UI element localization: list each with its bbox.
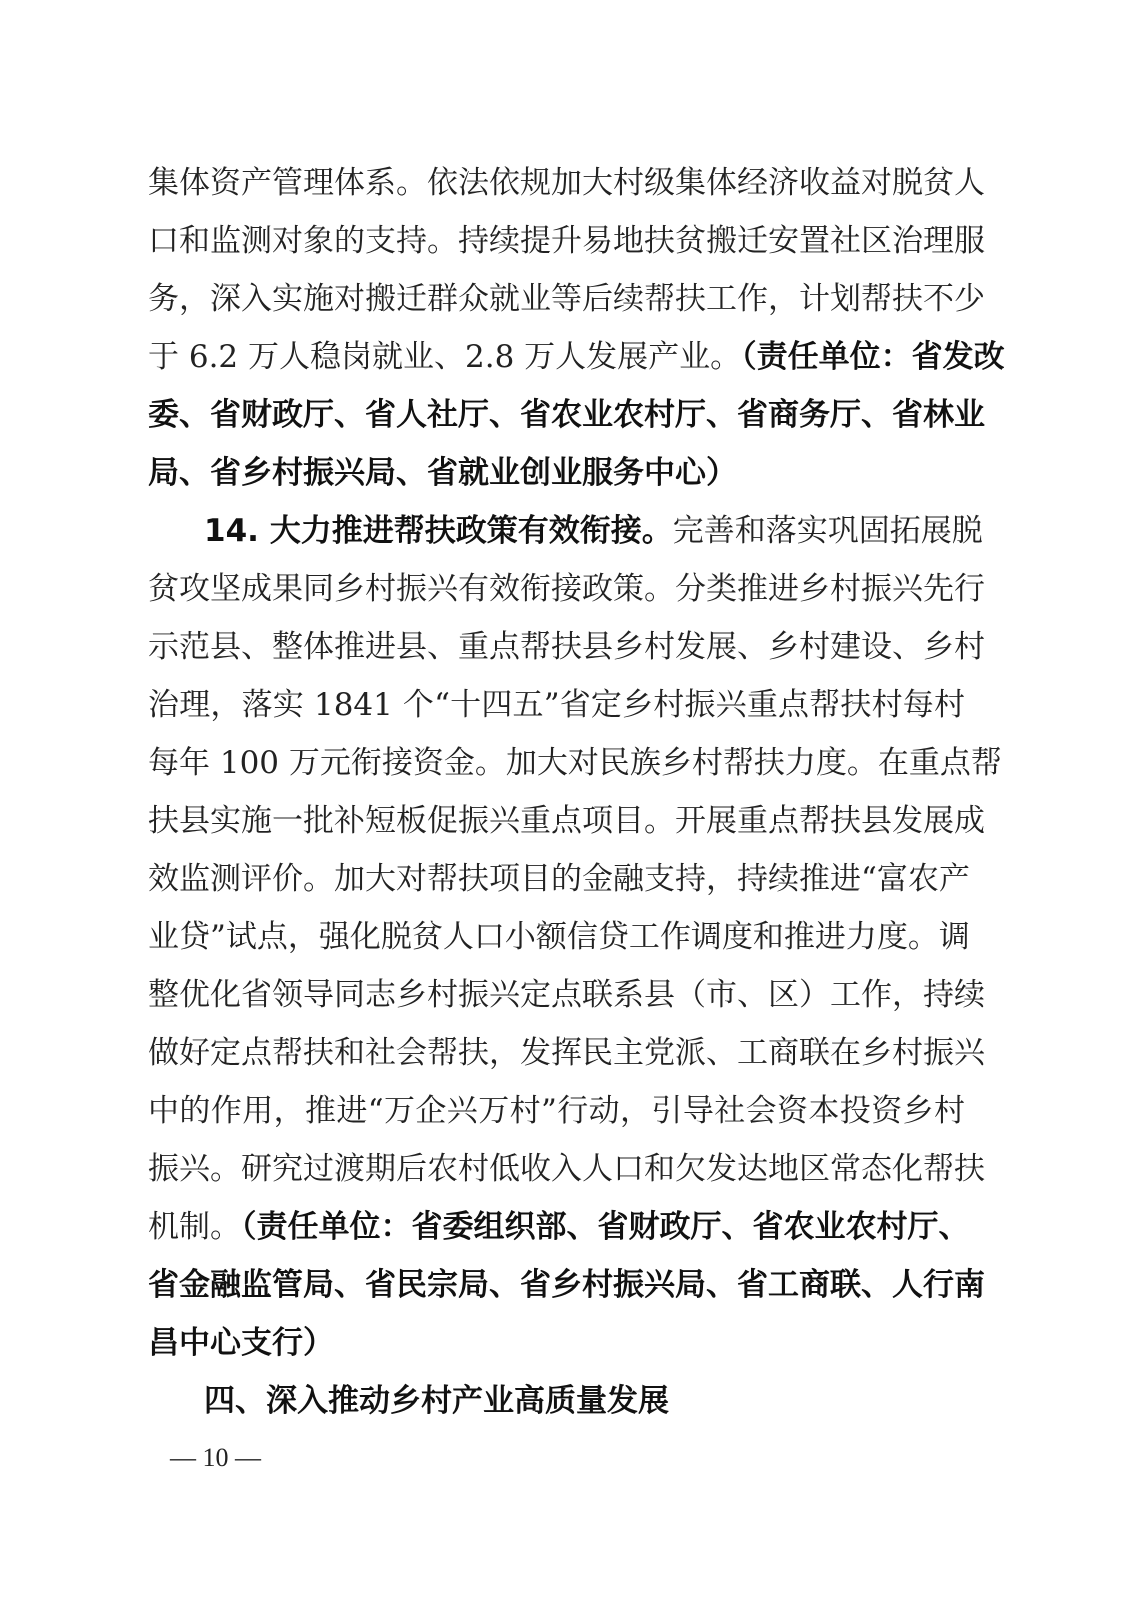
responsible-units-line: 委、省财政厅、省人社厅、省农业农村厅、省商务厅、省林业: [148, 397, 985, 433]
paragraph-line: 务，深入实施对搬迁群众就业等后续帮扶工作，计划帮扶不少: [148, 281, 985, 317]
paragraph-line: 做好定点帮扶和社会帮扶，发挥民主党派、工商联在乡村振兴: [148, 1035, 985, 1071]
paragraph-line: [148, 1207, 970, 1247]
paragraph-text: 机制。: [148, 1209, 241, 1245]
paragraph-line: 贫攻坚成果同乡村振兴有效衔接政策。分类推进乡村振兴先行: [148, 571, 985, 607]
paragraph-14-first-line: [204, 511, 983, 551]
responsible-units-line: 昌中心支行）: [148, 1325, 334, 1361]
paragraph-line: 口和监测对象的支持。持续提升易地扶贫搬迁安置社区治理服: [148, 223, 985, 259]
paragraph-line: 整优化省领导同志乡村振兴定点联系县（市、区）工作，持续: [148, 977, 985, 1013]
paragraph-line: 中的作用，推进“万企兴万村”行动，引导社会资本投资乡村: [148, 1093, 965, 1129]
responsible-units-line: 省金融监管局、省民宗局、省乡村振兴局、省工商联、人行南: [148, 1267, 985, 1303]
responsible-units-label: （责任单位：省发改: [741, 339, 1005, 375]
responsible-units-label: （责任单位：省委组织部、省财政厅、省农业农村厅、: [241, 1209, 970, 1245]
paragraph-text: 完善和落实巩固拓展脱: [672, 513, 983, 549]
paragraph-text: 于 6.2 万人稳岗就业、2.8 万人发展产业。: [148, 339, 742, 375]
paragraph-line: 集体资产管理体系。依法依规加大村级集体经济收益对脱贫人: [148, 165, 985, 201]
paragraph-14-title: 14. 大力推进帮扶政策有效衔接。: [204, 513, 673, 549]
responsible-units-line: 局、省乡村振兴局、省就业创业服务中心）: [148, 455, 737, 491]
paragraph-line: 扶县实施一批补短板促振兴重点项目。开展重点帮扶县发展成: [148, 803, 985, 839]
paragraph-line: 示范县、整体推进县、重点帮扶县乡村发展、乡村建设、乡村: [148, 629, 985, 665]
paragraph-line: 每年 100 万元衔接资金。加大对民族乡村帮扶力度。在重点帮: [148, 745, 1002, 781]
page-number: — 10 —: [170, 1443, 261, 1472]
paragraph-line: [148, 337, 1005, 377]
paragraph-line: 效监测评价。加大对帮扶项目的金融支持，持续推进“富农产: [148, 861, 970, 897]
paragraph-line: 治理，落实 1841 个“十四五”省定乡村振兴重点帮扶村每村: [148, 687, 965, 723]
section-heading: 四、深入推动乡村产业高质量发展: [204, 1383, 669, 1419]
paragraph-line: 业贷”试点，强化脱贫人口小额信贷工作调度和推进力度。调: [148, 919, 970, 955]
paragraph-line: 振兴。研究过渡期后农村低收入人口和欠发达地区常态化帮扶: [148, 1151, 985, 1187]
